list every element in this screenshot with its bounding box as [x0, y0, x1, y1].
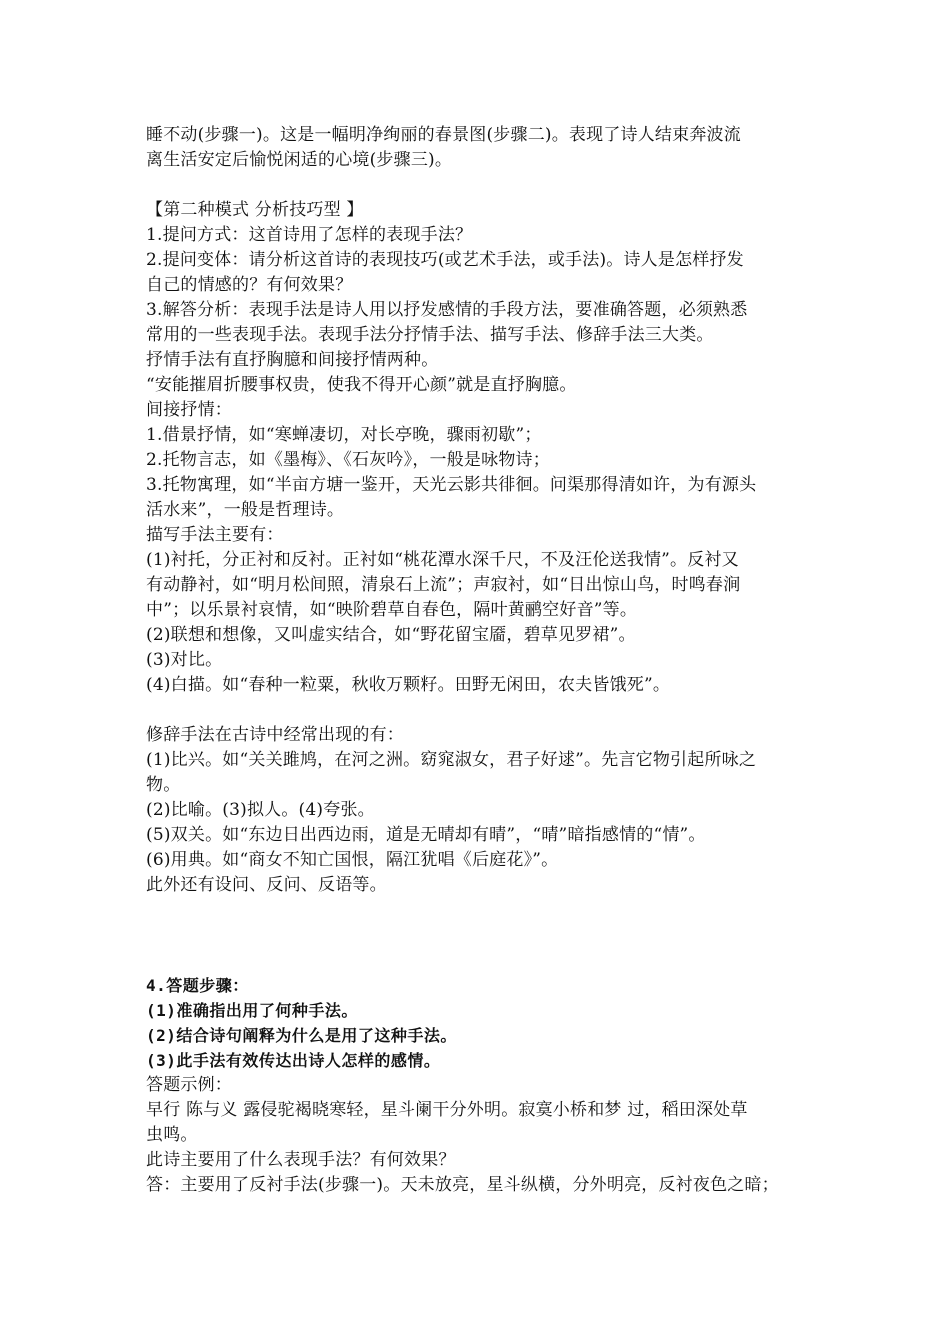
- text-line: (1)衬托，分正衬和反衬。正衬如“桃花潭水深千尺，不及汪伦送我情”。反衬又: [146, 550, 739, 570]
- text-line: 答：主要用了反衬手法(步骤一)。天未放亮，星斗纵横，分外明亮，反衬夜色之暗；: [146, 1175, 779, 1195]
- intro-paragraph: [146, 123, 814, 173]
- text-line: 2.托物言志，如《墨梅》、《石灰吟》，一般是咏物诗；: [146, 450, 550, 470]
- text-line: (2)联想和想像，又叫虚实结合，如“野花留宝靥，碧草见罗裙”。: [146, 625, 636, 645]
- text-line: 2.提问变体：请分析这首诗的表现技巧(或艺术手法，或手法)。诗人是怎样抒发: [146, 250, 744, 270]
- text-line: (4)白描。如“春种一粒粟，秋收万颗籽。田野无闲田，农夫皆饿死”。: [146, 675, 671, 695]
- blank-line: [146, 698, 814, 723]
- text-line: 1.借景抒情，如“寒蝉凄切，对长亭晚，骤雨初歇”；: [146, 425, 542, 445]
- text-line: 3.托物寓理，如“半亩方塘一鉴开，天光云影共徘徊。问渠那得清如许，为有源头: [146, 475, 757, 495]
- question-block: [146, 223, 814, 348]
- text-line: 睡不动(步骤一)。这是一幅明净绚丽的春景图(步骤二)。表现了诗人结束奔波流: [146, 125, 741, 145]
- text-line: 常用的一些表现手法。表现手法分抒情手法、描写手法、修辞手法三大类。: [146, 325, 714, 345]
- text-line: 活水来”，一般是哲理诗。: [146, 500, 345, 520]
- example-block: [146, 1073, 814, 1198]
- text-line: (3)对比。: [146, 650, 223, 670]
- text-line: 4.答题步骤：: [146, 976, 249, 995]
- text-line: (3)此手法有效传达出诗人怎样的感情。: [146, 1051, 441, 1070]
- text-line: 此诗主要用了什么表现手法？有何效果？: [146, 1150, 456, 1170]
- text-line: 此外还有设问、反问、反语等。: [146, 875, 387, 895]
- text-line: (5)双关。如“东边日出西边雨，道是无晴却有晴”，“晴”暗指感情的“情”。: [146, 825, 706, 845]
- text-line: 1.提问方式：这首诗用了怎样的表现手法？: [146, 225, 473, 245]
- text-line: 间接抒情：: [146, 400, 232, 420]
- text-line: 抒情手法有直抒胸臆和间接抒情两种。: [146, 350, 439, 370]
- text-line: 修辞手法在古诗中经常出现的有：: [146, 725, 404, 745]
- section-heading: 【第二种模式 分析技巧型 】: [146, 200, 364, 220]
- text-line: (6)用典。如“商女不知亡国恨，隔江犹唱《后庭花》”。: [146, 850, 559, 870]
- text-line: 有动静衬，如“明月松间照，清泉石上流”；声寂衬，如“日出惊山鸟，时鸣春涧: [146, 575, 741, 595]
- text-line: (2)结合诗句阐释为什么是用了这种手法。: [146, 1026, 457, 1045]
- text-line: 虫鸣。: [146, 1125, 198, 1145]
- text-line: 物。: [146, 775, 181, 795]
- text-line: (1)准确指出用了何种手法。: [146, 1001, 358, 1020]
- text-line: 早行 陈与义 露侵驼褐晓寒轻，星斗阑干分外明。寂寞小桥和梦 过，稻田深处草: [146, 1100, 748, 1120]
- blank-space: [146, 898, 814, 973]
- text-line: (2)比喻。(3)拟人。(4)夸张。: [146, 800, 375, 820]
- text-line: 中”；以乐景衬哀情，如“映阶碧草自春色，隔叶黄鹂空好音”等。: [146, 600, 638, 620]
- text-line: (1)比兴。如“关关雎鸠，在河之洲。窈窕淑女，君子好逑”。先言它物引起所咏之: [146, 750, 757, 770]
- text-line: 离生活安定后愉悦闲适的心境(步骤三)。: [146, 150, 453, 170]
- rhetoric-methods-block: [146, 723, 814, 898]
- text-line: 3.解答分析：表现手法是诗人用以抒发感情的手段方法，要准确答题，必须熟悉: [146, 300, 748, 320]
- description-methods-block: [146, 523, 814, 698]
- text-line: 描写手法主要有：: [146, 525, 284, 545]
- text-line: 答题示例：: [146, 1075, 232, 1095]
- text-line: “安能摧眉折腰事权贵，使我不得开心颜”就是直抒胸臆。: [146, 375, 577, 395]
- blank-line: [146, 173, 814, 198]
- document-body: [146, 123, 814, 1198]
- answer-steps-block: [146, 973, 814, 1073]
- lyric-methods-block: [146, 348, 814, 523]
- text-line: 自己的情感的？有何效果？: [146, 275, 353, 295]
